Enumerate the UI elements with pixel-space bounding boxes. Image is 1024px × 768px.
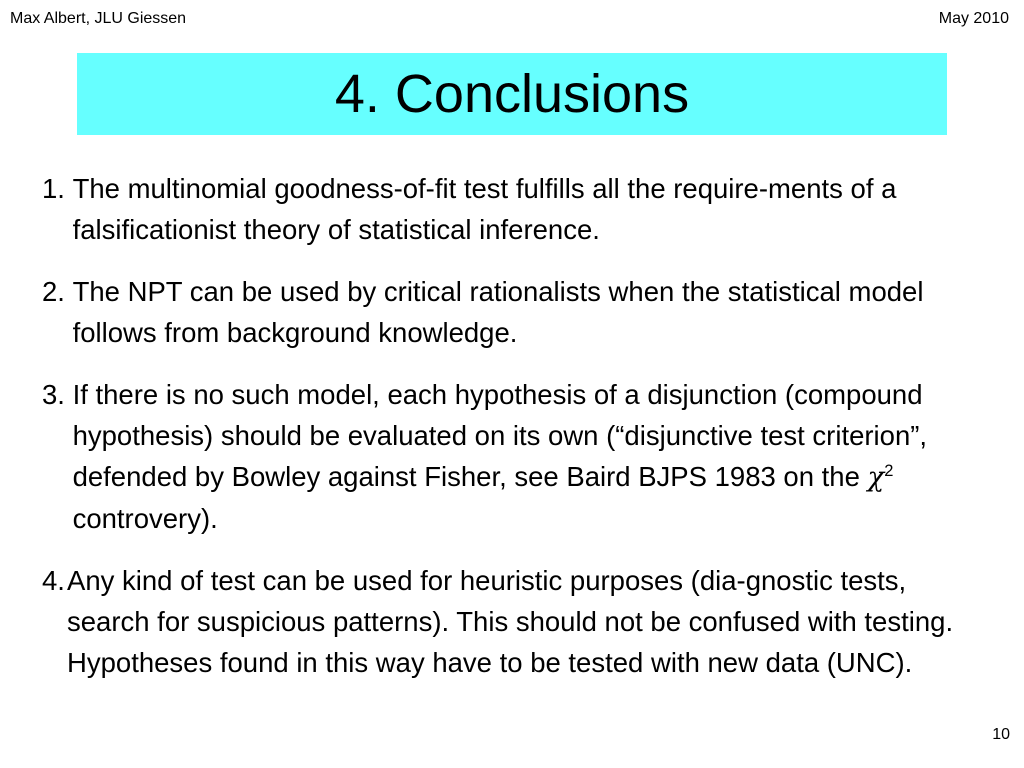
item-text: The multinomial goodness-of-fit test fulfills all the require-ments of a falsificationist theory of statistical inference. bbox=[72, 173, 897, 245]
item-number: 3. bbox=[42, 379, 73, 410]
chi-symbol: χ bbox=[867, 461, 885, 493]
page-number: 10 bbox=[992, 726, 1010, 743]
chi-superscript: 2 bbox=[884, 461, 894, 480]
slide-title: 4. Conclusions bbox=[334, 64, 690, 124]
list-item bbox=[42, 560, 967, 683]
conclusions-list bbox=[42, 168, 972, 704]
list-item bbox=[42, 271, 952, 353]
item-number: 2. bbox=[42, 276, 73, 307]
item-text: The NPT can be used by critical rationalists when the statistical model follows from background knowledge. bbox=[72, 276, 924, 348]
list-item bbox=[42, 168, 952, 250]
item-number: 1. bbox=[42, 173, 73, 204]
item-text: Any kind of test can be used for heuristic purposes (dia-gnostic tests, search for suspicious patterns). This should not be confused with testing. Hypotheses found in this way have to be tested with new data (UNC). bbox=[67, 565, 954, 678]
header-author: Max Albert, JLU Giessen bbox=[10, 10, 187, 27]
list-item bbox=[42, 374, 962, 539]
item-text-before: If there is no such model, each hypothesis of a disjunction (compound hypothesis) should be evaluated on its own (“disjunctive test criterion”, defended by Bowley against Fisher, see Baird BJPS 1983 on the bbox=[72, 379, 928, 492]
title-banner bbox=[77, 53, 947, 135]
item-text-after: controvery). bbox=[72, 503, 218, 534]
header-date: May 2010 bbox=[938, 10, 1009, 27]
item-number: 4. bbox=[42, 565, 73, 596]
item-text bbox=[73, 374, 962, 539]
